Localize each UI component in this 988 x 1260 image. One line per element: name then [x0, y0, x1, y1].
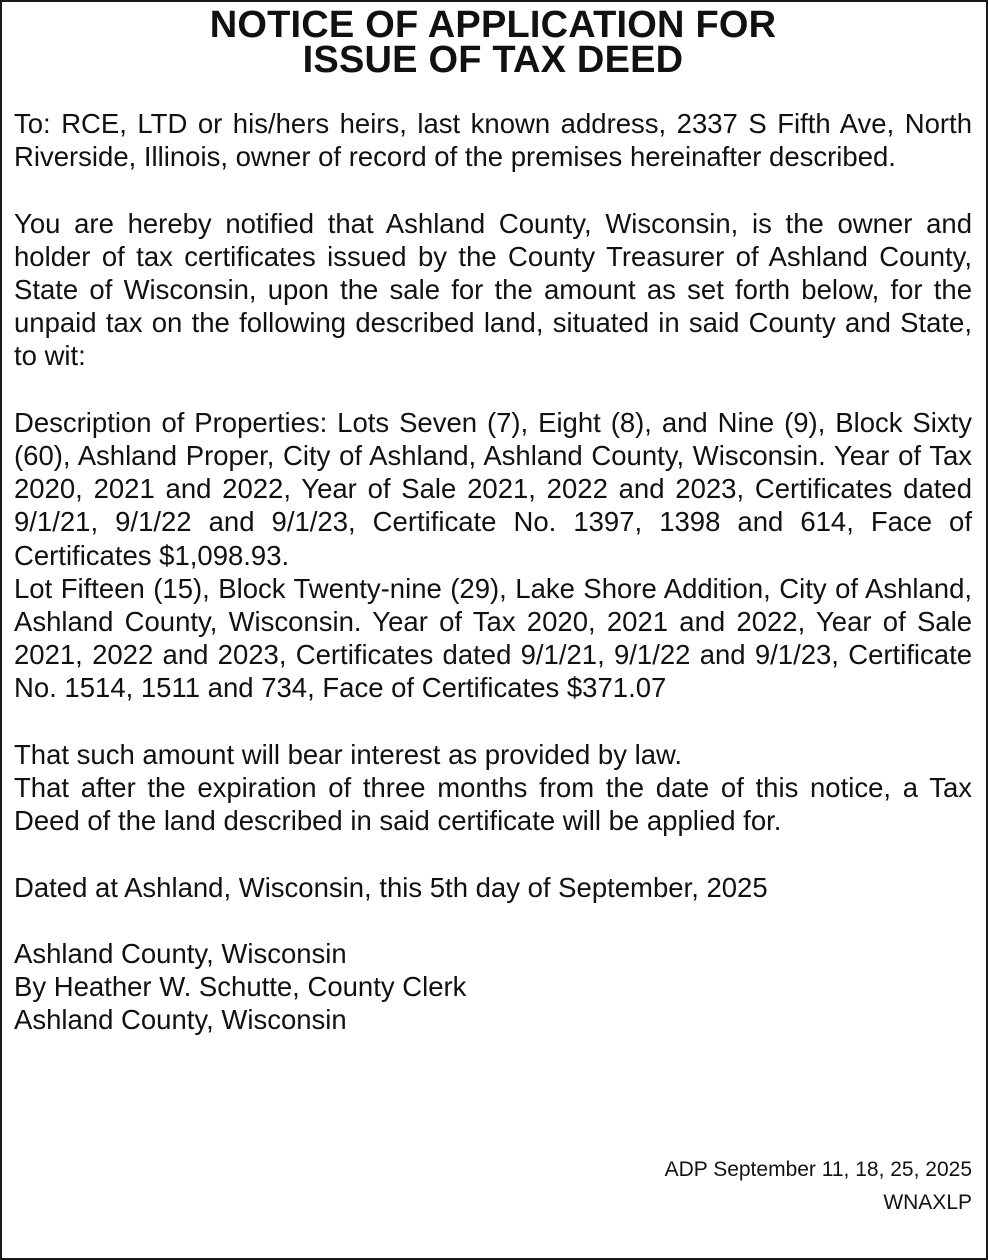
paragraph-spacer — [14, 705, 972, 738]
notice-title — [14, 4, 972, 81]
title-line-1: NOTICE OF APPLICATION FOR — [209, 4, 777, 46]
publication-code: WNAXLP — [883, 1191, 972, 1214]
interest-statement: That such amount will bear interest as provided by law. — [14, 738, 682, 770]
paragraph-spacer — [14, 173, 972, 206]
dated-line: Dated at Ashland, Wisconsin, this 5th day of September, 2025 — [14, 871, 768, 903]
paragraph-spacer — [14, 904, 972, 937]
title-line-2: ISSUE OF TAX DEED — [302, 39, 684, 81]
notification-paragraph: You are hereby notified that Ashland County, Wisconsin, is the owner and holder of tax certificates issued by the County Treasurer of Ashland County, State of Wisconsin, upon the sale for the amount as set forth below, for the unpaid tax on the following described land, situated in said County and State, to wit: — [14, 207, 972, 372]
addressee-paragraph: To: RCE, LTD or his/hers heirs, last known address, 2337 S Fifth Ave, North Riverside, Illinois, owner of record of the premises hereinafter described. — [14, 108, 972, 173]
publication-dates: ADP September 11, 18, 25, 2025 — [664, 1158, 972, 1181]
property-description-2: Lot Fifteen (15), Block Twenty-nine (29), Lake Shore Addition, City of Ashland, Ashland County, Wisconsin. Year of Tax 2020, 2021 and 2022, Year of Sale 2021, 2022 and 2023, Certificates dated 9/1/21, 9/1/22 and 9/1/23, Certificate No. 1514, 1511 and 734, Face of Certificates $371.07 — [14, 572, 972, 704]
signature-clerk: By Heather W. Schutte, County Clerk — [14, 971, 467, 1003]
signature-block — [14, 937, 972, 1037]
paragraph-spacer — [14, 373, 972, 406]
property-description-1: Description of Properties: Lots Seven (7), Eight (8), and Nine (9), Block Sixty (60), Ashland Proper, City of Ashland, Ashland County, Wisconsin. Year of Tax 2020, 2021 and 2022, Year of Sale 2021, 2022 and 2023, Certificates dated 9/1/21, 9/1/22 and 9/1/23, Certificate No. 1397, 1398 and 614, Face of Certificates $1,098.93. — [14, 406, 972, 571]
paragraph-spacer — [14, 837, 972, 870]
signature-county: Ashland County, Wisconsin — [14, 938, 347, 969]
expiration-statement: That after the expiration of three months from the date of this notice, a Tax Deed of the land described in said certificate will be applied for. — [14, 772, 972, 837]
notice-body — [14, 107, 972, 1037]
signature-county-repeat: Ashland County, Wisconsin — [14, 1004, 347, 1036]
